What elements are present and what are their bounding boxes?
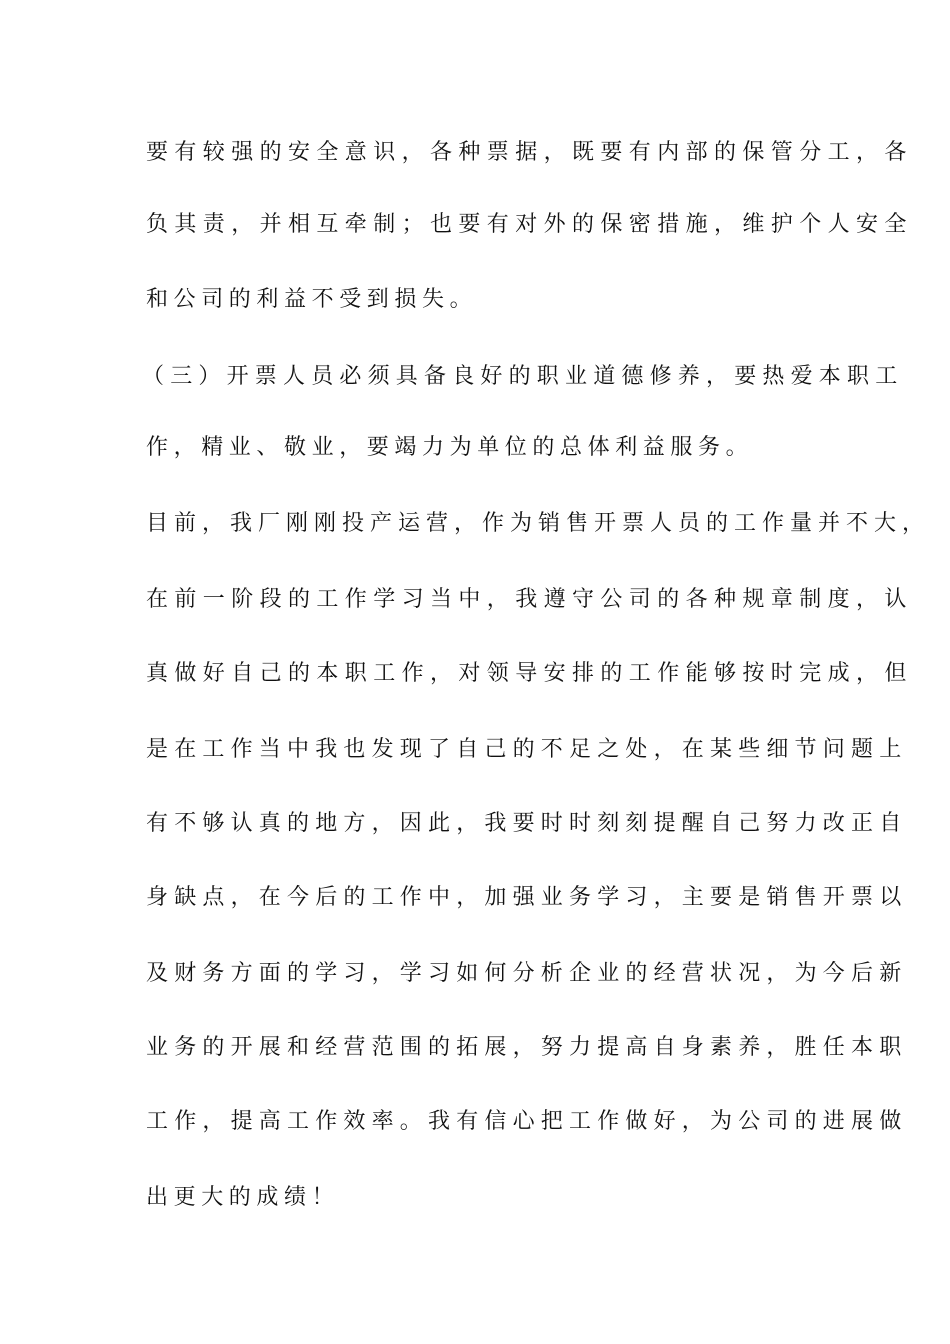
- text-line: 目前，我厂刚刚投产运营，作为销售开票人员的工作量并不大，: [146, 511, 931, 536]
- text-line: 真做好自己的本职工作，对领导安排的工作能够按时完成，但: [146, 661, 913, 686]
- text-line: 身缺点，在今后的工作中，加强业务学习，主要是销售开票以: [146, 885, 908, 910]
- text-line: 负其责，并相互牵制；也要有对外的保密措施，维护个人安全: [146, 212, 913, 237]
- text-line: 是在工作当中我也发现了自己的不足之处，在某些细节问题上: [146, 737, 908, 762]
- text-line: 出更大的成绩！: [146, 1185, 340, 1210]
- text-line: 及财务方面的学习，学习如何分析企业的经营状况，为今后新: [146, 961, 908, 986]
- text-line: 在前一阶段的工作学习当中，我遵守公司的各种规章制度，认: [146, 587, 913, 612]
- text-line: 有不够认真的地方，因此，我要时时刻刻提醒自己努力改正自: [146, 811, 908, 836]
- text-line: 业务的开展和经营范围的拓展，努力提高自身素养，胜任本职: [146, 1035, 908, 1060]
- text-line: 要有较强的安全意识，各种票据，既要有内部的保管分工，各: [146, 140, 913, 165]
- text-line: 工作，提高工作效率。我有信心把工作做好，为公司的进展做: [146, 1109, 908, 1134]
- text-line: 作，精业、敬业，要竭力为单位的总体利益服务。: [146, 435, 754, 460]
- section-heading-line: （三）开票人员必须具备良好的职业道德修养，要热爱本职工: [142, 364, 904, 389]
- text-line: 和公司的利益不受到损失。: [146, 287, 478, 312]
